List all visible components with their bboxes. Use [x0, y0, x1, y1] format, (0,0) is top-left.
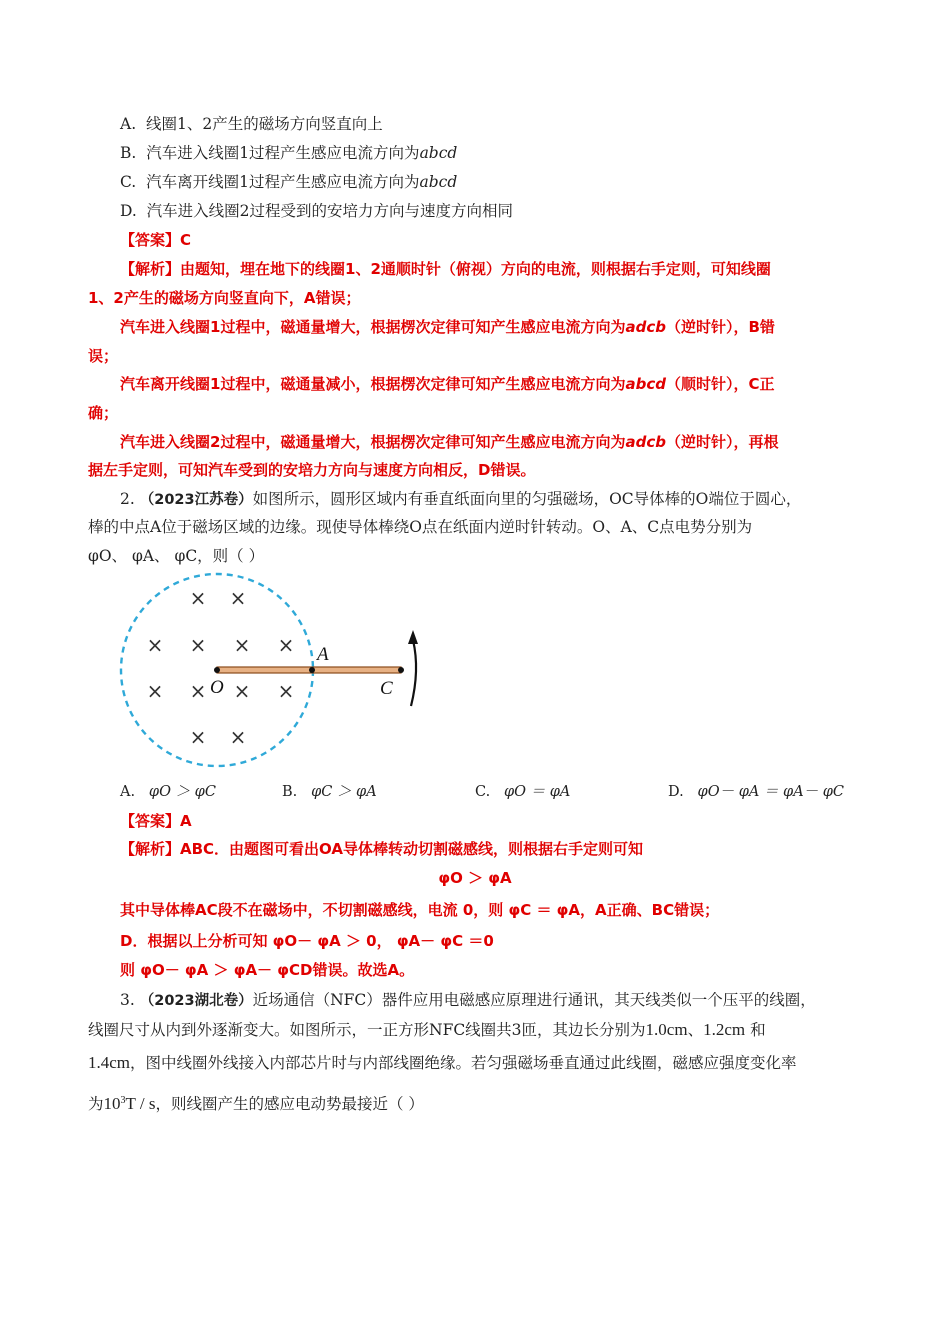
- q3-stem: 1.4cm，图中线圈外线接入内部芯片时与内部线圈绝缘。若匀强磁场垂直通过此线圈，磁感应强度变化率: [88, 1053, 797, 1072]
- q3-stem: 为$10^3T$ / s，则线圈产生的感应电动势最接近（ ）: [88, 1094, 424, 1114]
- q2-stem: 棒的中点A位于磁场区域的边缘。现使导体棒绕O点在纸面内逆时针转动。O、A、C点电势分别为: [88, 518, 753, 536]
- field-cross: ×: [189, 725, 207, 749]
- q1-answer: 【答案】C: [120, 231, 192, 249]
- field-cross: ×: [189, 679, 207, 703]
- field-cross: ×: [146, 633, 164, 657]
- q3-source: （2023湖北卷）: [139, 993, 253, 1009]
- field-cross: ×: [189, 586, 207, 610]
- field-cross: ×: [277, 679, 295, 703]
- q1-analysis-line: 确；: [88, 404, 119, 422]
- q2-stem: φO、 φA、 φC，则（ ）: [88, 547, 265, 565]
- point-c: [398, 667, 404, 673]
- field-cross: ×: [233, 679, 251, 703]
- q2-analysis-line: 则 φO－ φA ＞ φA－ φCD错误。故选A。: [120, 961, 415, 979]
- q1-option-a: A. 线圈1、2产生的磁场方向竖直向上: [120, 115, 383, 133]
- q2-option-d: D. φO－ φA ＝ φA－ φC: [668, 784, 845, 800]
- q1-option-c: C. 汽车离开线圈1过程产生感应电流方向为abcd: [120, 173, 458, 191]
- point-o: [214, 667, 220, 673]
- field-cross: ×: [233, 633, 251, 657]
- q1-option-d: D. 汽车进入线圈2过程受到的安培力方向与速度方向相同: [120, 202, 514, 220]
- q2-option-c: C. φO ＝ φA: [475, 784, 571, 800]
- q2-answer: 【答案】A: [120, 812, 192, 830]
- q2-option-b: B. φC ＞ φA: [282, 784, 377, 800]
- q2-analysis-line: D．根据以上分析可知 φO－ φA ＞ 0， φA－ φC ＝0: [120, 932, 494, 950]
- q2-source: （2023江苏卷）: [139, 492, 253, 508]
- rotation-arrow: [411, 640, 416, 706]
- q1-analysis-line: 汽车进入线圈2过程中，磁通量增大，根据楞次定律可知产生感应电流方向为adcb（逆时针），再根: [120, 433, 779, 451]
- label-o: O: [210, 677, 224, 698]
- rotation-arrowhead: [408, 630, 418, 644]
- magnetic-field-figure: [100, 570, 560, 780]
- field-cross: ×: [277, 633, 295, 657]
- q1-analysis-line: 1、2产生的磁场方向竖直向下，A错误；: [88, 289, 361, 307]
- q1-analysis-line: 据左手定则，可知汽车受到的安培力方向与速度方向相反，D错误。: [88, 461, 536, 479]
- field-cross: ×: [229, 586, 247, 610]
- q1-analysis-line: 【解析】由题知，埋在地下的线圈1、2通顺时针（俯视）方向的电流，则根据右手定则，可知线圈: [120, 260, 771, 278]
- label-c: C: [380, 678, 393, 699]
- label-a: A: [317, 644, 329, 665]
- field-cross: ×: [189, 633, 207, 657]
- q3-stem: 线圈尺寸从内到外逐渐变大。如图所示，一正方形NFC线圈共3匝，其边长分别为1.0cm、1.2cm 和: [88, 1020, 766, 1039]
- q1-analysis-line: 汽车离开线圈1过程中，磁通量减小，根据楞次定律可知产生感应电流方向为abcd（顺时针），C正: [120, 375, 775, 393]
- q2-analysis-formula: φO ＞ φA: [438, 869, 512, 887]
- q3-stem: 3. （2023湖北卷）近场通信（NFC）器件应用电磁感应原理进行通讯，其天线类似一个压平的线圈，: [120, 991, 816, 1009]
- q1-analysis-line: 汽车进入线圈1过程中，磁通量增大，根据楞次定律可知产生感应电流方向为adcb（逆时针），B错: [120, 318, 775, 336]
- point-a: [309, 667, 315, 673]
- q2-stem: 2. （2023江苏卷）如图所示，圆形区域内有垂直纸面向里的匀强磁场，OC导体棒的O端位于圆心，: [120, 490, 802, 508]
- field-cross: ×: [229, 725, 247, 749]
- q1-option-b: B. 汽车进入线圈1过程产生感应电流方向为abcd: [120, 144, 458, 162]
- q2-analysis-line: 其中导体棒AC段不在磁场中，不切割磁感线，电流 0，则 φC ＝ φA，A正确、BC错误；: [120, 901, 720, 919]
- q2-option-a: A. φO ＞ φC: [120, 784, 216, 800]
- field-cross: ×: [146, 679, 164, 703]
- q2-analysis-line: 【解析】ABC．由题图可看出OA导体棒转动切割磁感线，则根据右手定则可知: [120, 840, 644, 858]
- q1-analysis-line: 误；: [88, 347, 119, 365]
